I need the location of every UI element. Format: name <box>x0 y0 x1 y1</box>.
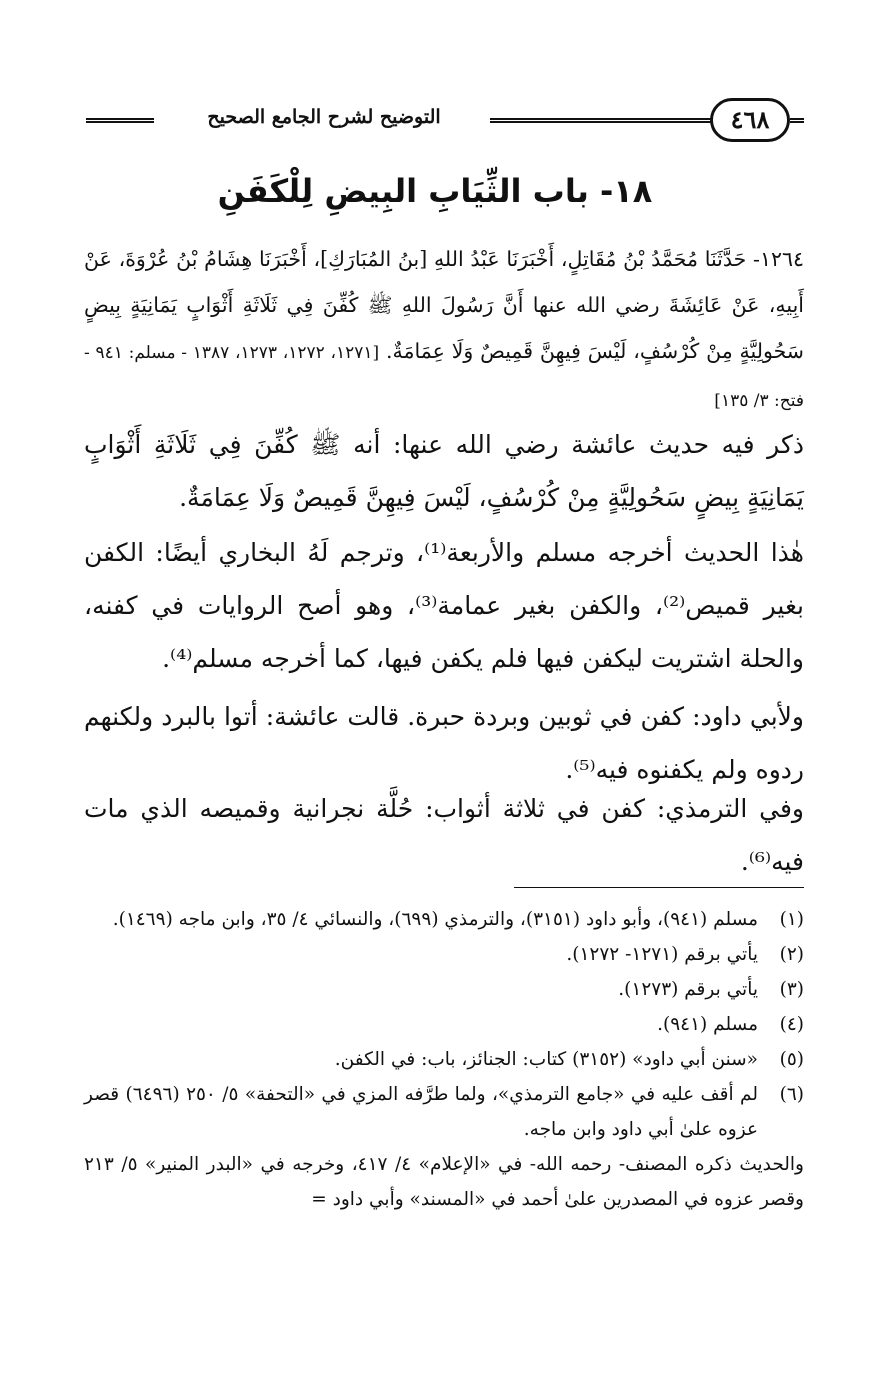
footnote <box>84 902 804 937</box>
chapter-title: ١٨- باب الثِّيَابِ البِيضِ لِلْكَفَنِ <box>217 172 653 210</box>
header-rule-right <box>490 118 712 123</box>
commentary-paragraph: ذكر فيه حديث عائشة رضي الله عنها: أنه ﷺ كُفِّنَ فِي ثَلَاثَةِ أَثْوَابٍ يَمَانِيَةٍ بِيضٍ سَحُولِيَّةٍ مِنْ كُرْسُفٍ، لَيْسَ فِيهِنَّ قَمِيصٌ وَلَا عِمَامَةٌ. <box>84 430 804 512</box>
footnote-text: مسلم (٩٤١). <box>657 1014 758 1035</box>
hadith-text <box>84 236 804 424</box>
footnote-text: يأتي برقم (١٢٧١- ١٢٧٢). <box>566 944 758 965</box>
footnote <box>84 1042 804 1077</box>
book-title: التوضيح لشرح الجامع الصحيح <box>207 106 441 128</box>
commentary-paragraph: وفي الترمذي: كفن في ثلاثة أثواب: حُلَّة نجرانية وقميصه الذي مات فيه⁽⁶⁾. <box>84 794 804 876</box>
footnote <box>84 937 804 972</box>
commentary-paragraph: ولأبي داود: كفن في ثوبين وبردة حبرة. قالت عائشة: أتوا بالبرد ولكنهم ردوه ولم يكفنوه فيه⁽⁵⁾. <box>84 702 804 784</box>
footnote-number: (٣) <box>779 979 804 1000</box>
footnote-text: يأتي برقم (١٢٧٣). <box>618 979 758 1000</box>
footnote-number: (١) <box>779 909 804 930</box>
hadith-references: [١٢٧١، ١٢٧٢، ١٢٧٣، ١٣٨٧ - مسلم: ٩٤١ - فتح: ٣/ ١٣٥] <box>84 343 804 411</box>
commentary-paragraph: هٰذا الحديث أخرجه مسلم والأربعة⁽¹⁾، وترجم لَهُ البخاري أيضًا: الكفن بغير قميص⁽²⁾، والكفن بغير عمامة⁽³⁾، وهو أصح الروايات في كفنه، والحلة اشتريت ليكفن فيها فلم يكفن فيها، كما أخرجه مسلم⁽⁴⁾. <box>84 538 804 673</box>
footnote-number: (٥) <box>779 1049 804 1070</box>
footnote-separator <box>514 887 804 888</box>
footnote-text: «سنن أبي داود» (٣١٥٢) كتاب: الجنائز، باب: في الكفن. <box>334 1049 758 1070</box>
footnote-number: (٦) <box>779 1084 804 1105</box>
header-rule-stub <box>790 118 804 123</box>
page-number: ٤٦٨ <box>710 98 790 142</box>
footnote <box>84 1077 804 1147</box>
footnote-text: لم أقف عليه في «جامع الترمذي»، ولما طرَّفه المزي في «التحفة» ٥/ ٢٥٠ (٦٤٩٦) قصر عزوه علىٰ أبي داود وابن ماجه. <box>84 1084 758 1140</box>
footnotes <box>84 902 804 1217</box>
header-rule-left <box>86 118 154 123</box>
running-header <box>86 94 804 148</box>
hadith-body: ١٢٦٤- حَدَّثَنَا مُحَمَّدُ بْنُ مُقَاتِلٍ، أَخْبَرَنَا عَبْدُ اللهِ [بنُ المُبَارَكِ]، أَخْبَرَنَا هِشَامُ بْنُ عُرْوَةَ، عَنْ أَبِيهِ، عَنْ عَائِشَةَ رضي الله عنها أَنَّ رَسُولَ اللهِ ﷺ كُفِّنَ فِي ثَلَاثَةِ أَثْوَابٍ يَمَانِيَةٍ بِيضٍ سَحُولِيَّةٍ مِنْ كُرْسُفٍ، لَيْسَ فِيهِنَّ قَمِيصٌ وَلَا عِمَامَةٌ. <box>84 247 804 363</box>
footnote <box>84 972 804 1007</box>
footnote-number: (٤) <box>779 1014 804 1035</box>
footnote-number: (٢) <box>779 944 804 965</box>
footnote-continuation: والحديث ذكره المصنف- رحمه الله- في «الإعلام» ٤/ ٤١٧، وخرجه في «البدر المنير» ٥/ ٢١٣ وقصر عزوه في المصدرين علىٰ أحمد في «المسند» وأبي داود = <box>84 1154 804 1210</box>
footnote-text: مسلم (٩٤١)، وأبو داود (٣١٥١)، والترمذي (٦٩٩)، والنسائي ٤/ ٣٥، وابن ماجه (١٤٦٩). <box>112 909 758 930</box>
footnote <box>84 1007 804 1042</box>
